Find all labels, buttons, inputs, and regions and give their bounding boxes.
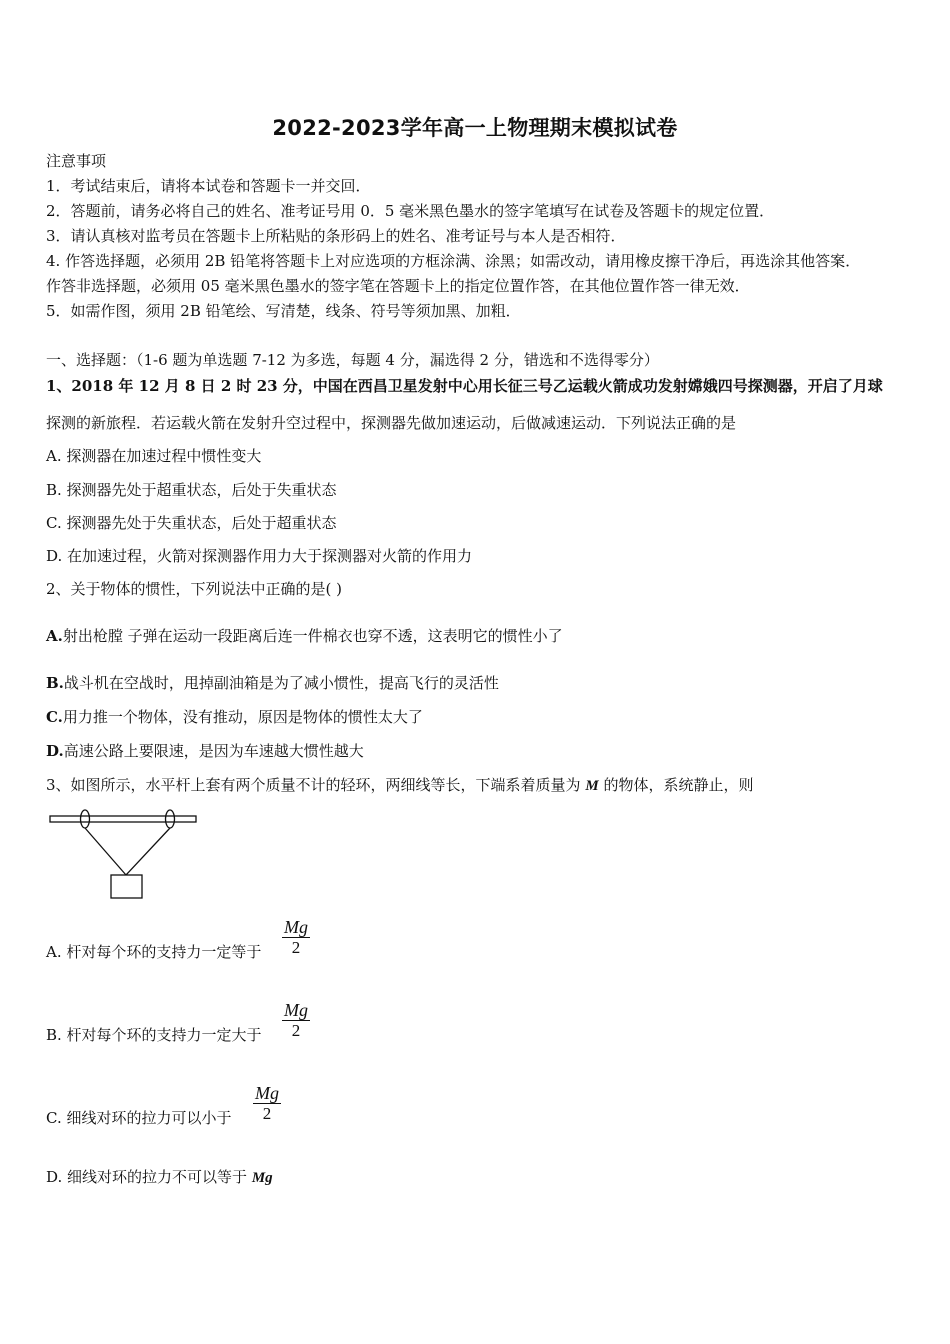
page-title: 2022-2023学年高一上物理期末模拟试卷 bbox=[272, 116, 678, 140]
q3-option-c: C. 细线对环的拉力可以小于 bbox=[46, 1109, 232, 1127]
left-string bbox=[85, 828, 126, 875]
notice-item-3: 3．请认真核对监考员在答题卡上所粘贴的条形码上的姓名、准考证号与本人是否相符． bbox=[46, 227, 626, 245]
q2-option-a: A.射出枪膛 子弹在运动一段距离后连一件棉衣也穿不透，这表明它的惯性小了 bbox=[46, 627, 563, 645]
q1-option-d: D. 在加速过程，火箭对探测器作用力大于探测器对火箭的作用力 bbox=[46, 547, 473, 565]
q1-option-a: A. 探测器在加速过程中惯性变大 bbox=[46, 447, 262, 465]
section-heading: 一、选择题：（1-6 题为单选题 7-12 为多选，每题 4 分，漏选得 2 分，错选和不选得零分） bbox=[46, 351, 659, 369]
notice-item-5: 5．如需作图，须用 2B 铅笔绘、写清楚，线条、符号等须加黑、加粗． bbox=[46, 302, 521, 320]
notice-item-2: 2．答题前，请务必将自己的姓名、准考证号用 0．5 毫米黑色墨水的签字笔填写在试卷及答题卡的规定位置． bbox=[46, 202, 775, 220]
q3-option-d: D. 细线对环的拉力不可以等于 Mg bbox=[46, 1168, 273, 1186]
notice-item-1: 1．考试结束后，请将本试卷和答题卡一并交回． bbox=[46, 177, 371, 195]
hanging-mass-box bbox=[111, 875, 142, 898]
q1-stem-line1: 1、2018 年 12 月 8 日 2 时 23 分，中国在西昌卫星发射中心用长征三号乙运载火箭成功发射嫦娥四号探测器，开启了月球 bbox=[46, 377, 883, 395]
q3-option-a-fraction: $\frac{Mg}{2}$ bbox=[284, 917, 308, 957]
q2-option-c: C.用力推一个物体，没有推动，原因是物体的惯性太大了 bbox=[46, 708, 423, 726]
q3-option-a: A. 杆对每个环的支持力一定等于 bbox=[46, 943, 262, 961]
q3-option-c-fraction: $\frac{Mg}{2}$ bbox=[255, 1083, 279, 1123]
q3-stem: 3、如图所示，水平杆上套有两个质量不计的轻环，两细线等长，下端系着质量为 M 的物体，系统静止，则 bbox=[46, 776, 754, 794]
q1-stem-line2: 探测的新旅程．若运载火箭在发射升空过程中，探测器先做加速运动，后做减速运动．下列说法正确的是 bbox=[46, 414, 737, 432]
rod-rings-mass-diagram bbox=[46, 806, 202, 904]
q2-option-d: D.高速公路上要限速，是因为车速越大惯性越大 bbox=[46, 742, 364, 760]
notice-heading: 注意事项 bbox=[46, 152, 107, 170]
q2-option-b: B.战斗机在空战时，甩掉副油箱是为了减小惯性，提高飞行的灵活性 bbox=[46, 674, 499, 692]
q2-stem: 2、关于物体的惯性，下列说法中正确的是( ) bbox=[46, 580, 343, 598]
q1-option-b: B. 探测器先处于超重状态，后处于失重状态 bbox=[46, 481, 337, 499]
q3-option-b: B. 杆对每个环的支持力一定大于 bbox=[46, 1026, 262, 1044]
notice-item-4-cont: 作答非选择题，必须用 05 毫米黑色墨水的签字笔在答题卡上的指定位置作答，在其他位置作答一律无效． bbox=[46, 277, 750, 295]
q3-option-b-fraction: $\frac{Mg}{2}$ bbox=[284, 1000, 308, 1040]
notice-item-4: 4. 作答选择题，必须用 2B 铅笔将答题卡上对应选项的方框涂满、涂黑；如需改动，请用橡皮擦干净后，再选涂其他答案． bbox=[46, 252, 861, 270]
q1-option-c: C. 探测器先处于失重状态，后处于超重状态 bbox=[46, 514, 337, 532]
right-string bbox=[126, 828, 170, 875]
